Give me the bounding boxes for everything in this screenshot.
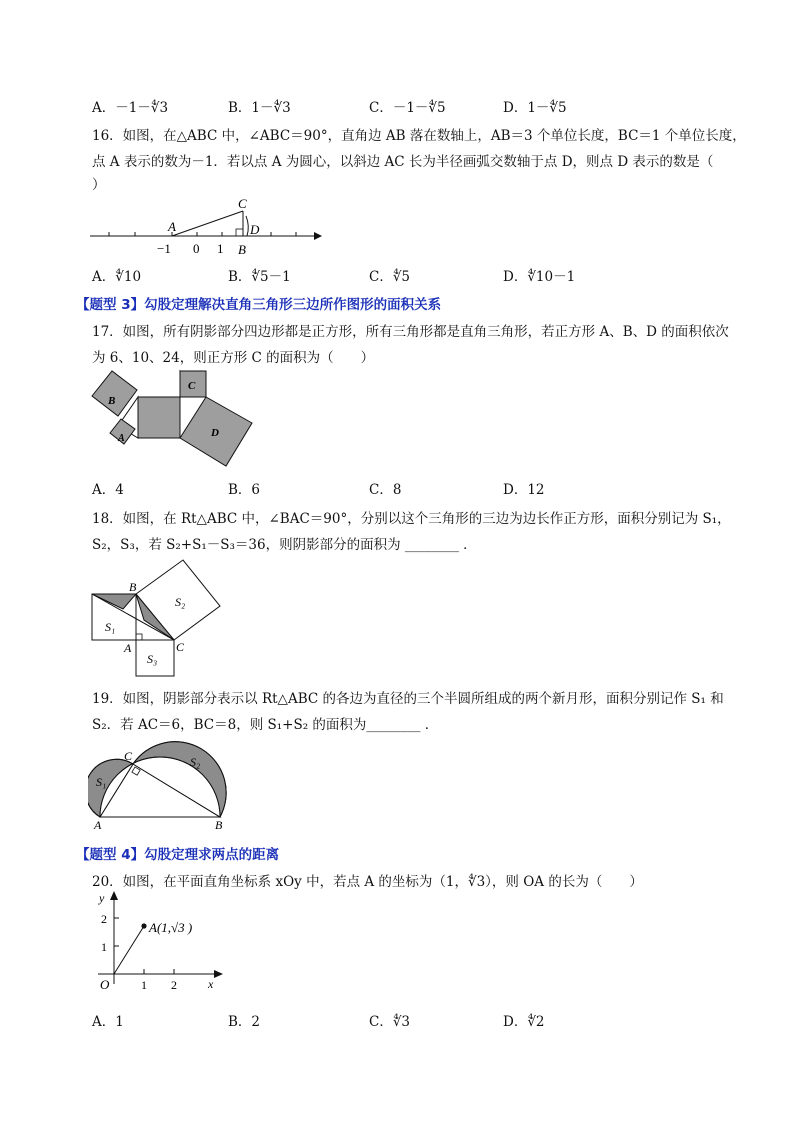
q15-option-b: B．1－∜3 <box>228 100 291 116</box>
q20-tick-x1: 1 <box>141 978 147 992</box>
q16-label-c: C <box>238 196 247 211</box>
q19-label-a: A <box>94 818 102 832</box>
q17-option-d: D．12 <box>503 482 545 498</box>
q19-label-s2: S₂ <box>190 755 201 769</box>
q20-axis-y: y <box>99 891 105 905</box>
q19-label-b: B <box>215 818 223 832</box>
q16-tick-1: 1 <box>217 241 224 256</box>
q18-stem-line2: S₂，S₃，若 S₂+S₁－S₃＝36，则阴影部分的面积为 ________ ． <box>92 537 477 553</box>
q20-option-d: D．∜2 <box>503 1014 545 1030</box>
q16-stem-line3: ） <box>92 177 106 193</box>
q17-stem-line1: 17．如图，所有阴影部分四边形都是正方形，所有三角形都是直角三角形，若正方形 A、B、D 的面积依次 <box>92 324 729 340</box>
q16-stem-line2: 点 A 表示的数为－1．若以点 A 为圆心，以斜边 AC 长为半径画弧交数轴于点 D，则点 D 表示的数是（ <box>92 154 714 170</box>
q16-option-c: C．∜5 <box>369 269 411 285</box>
q17-option-a: A．4 <box>92 482 124 498</box>
q17-squares-figure <box>88 366 254 470</box>
q18-label-s1: S₁ <box>105 620 116 634</box>
q20-origin: O <box>100 977 110 992</box>
q20-tick-x2: 2 <box>171 978 177 992</box>
q19-lunes-figure <box>88 736 236 834</box>
q19-stem-line1: 19．如图，阴影部分表示以 Rt△ABC 的各边为直径的三个半圆所组成的两个新月形，面积分别记作 S₁ 和 <box>92 691 724 707</box>
q16-stem-line1: 16．如图，在△ABC 中，∠ABC＝90°，直角边 AB 落在数轴上，AB＝3 个单位长度，BC＝1 个单位长度， <box>92 128 746 144</box>
q20-option-a: A．1 <box>92 1014 124 1030</box>
q15-option-c: C．－1－∜5 <box>369 100 446 116</box>
q20-tick-y1: 1 <box>101 940 107 954</box>
q18-stem-line1: 18．如图，在 Rt△ABC 中，∠BAC＝90°，分别以这个三角形的三边为边长作正方形，面积分别记为 S₁， <box>92 511 731 527</box>
q16-option-b: B．∜5－1 <box>228 269 291 285</box>
q20-stem-line1: 20．如图，在平面直角坐标系 xOy 中，若点 A 的坐标为（1，∜3），则 OA 的长为（ ） <box>92 874 643 890</box>
q17-label-d: D <box>211 427 219 439</box>
q18-label-c: C <box>176 640 185 654</box>
q16-tick-0: 0 <box>193 241 200 256</box>
section-heading-3: 【题型 3】勾股定理解决直角三角形三边所作图形的面积关系 <box>76 297 442 313</box>
q18-squares-figure <box>88 554 222 678</box>
q16-option-a: A．∜10 <box>92 269 142 285</box>
q17-option-c: C．8 <box>369 482 402 498</box>
q16-option-d: D．∜10－1 <box>503 269 576 285</box>
q18-label-a: A <box>124 641 132 655</box>
q17-label-b: B <box>108 395 116 407</box>
q16-label-b: B <box>238 242 246 257</box>
q20-option-c: C．∜3 <box>369 1014 411 1030</box>
q19-label-c: C <box>124 749 133 763</box>
q16-tick-neg1: −1 <box>157 241 171 256</box>
q20-coordinate-figure <box>90 888 230 998</box>
q18-label-s3: S₃ <box>147 652 158 666</box>
q20-option-b: B．2 <box>228 1014 261 1030</box>
q15-option-a: A．－1－∜3 <box>92 100 169 116</box>
q20-axis-x: x <box>208 977 214 991</box>
q18-label-s2: S₂ <box>175 595 186 609</box>
q17-option-b: B．6 <box>228 482 261 498</box>
q17-label-c: C <box>188 380 196 392</box>
q20-point-label: A(1,√3 ) <box>149 920 193 935</box>
q16-number-line-figure <box>88 192 322 258</box>
q18-label-b: B <box>129 580 137 594</box>
q17-stem-line2: 为 6、10、24，则正方形 C 的面积为（ ） <box>92 350 375 366</box>
q17-label-a: A <box>118 433 125 444</box>
q19-label-s1: S₁ <box>96 775 107 789</box>
q20-tick-y2: 2 <box>101 912 107 926</box>
q19-stem-line2: S₂．若 AC＝6，BC＝8，则 S₁+S₂ 的面积为________ ． <box>92 717 439 733</box>
section-heading-4: 【题型 4】勾股定理求两点的距离 <box>76 847 280 863</box>
q15-option-d: D．1－∜5 <box>503 100 567 116</box>
q16-label-d: D <box>250 222 260 237</box>
q16-label-a: A <box>168 219 176 234</box>
